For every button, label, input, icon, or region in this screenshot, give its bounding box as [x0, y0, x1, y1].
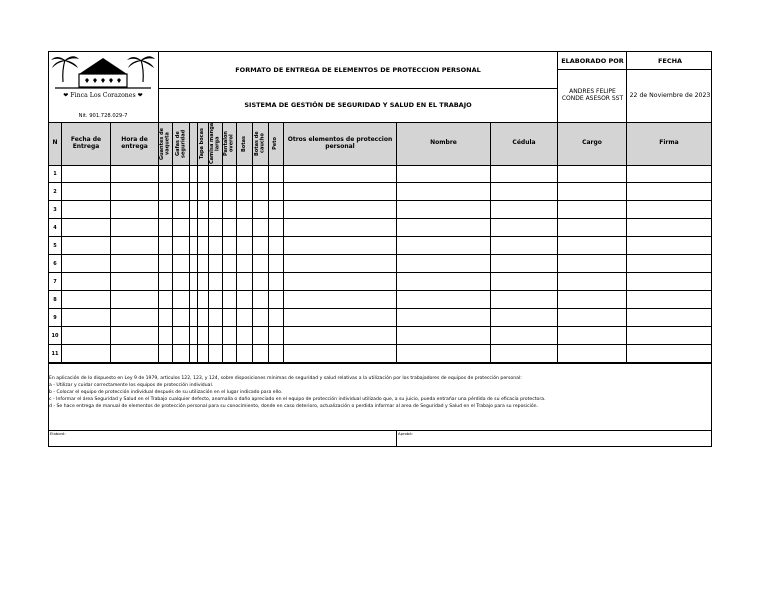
table-cell[interactable] — [491, 255, 558, 273]
table-cell[interactable] — [190, 255, 198, 273]
col-peto-header: Peto — [269, 122, 284, 165]
table-cell[interactable] — [62, 327, 111, 345]
table-cell[interactable] — [491, 345, 558, 363]
table-cell[interactable] — [253, 237, 269, 255]
table-cell[interactable] — [62, 309, 111, 327]
table-cell[interactable] — [223, 327, 237, 345]
table-cell[interactable] — [209, 219, 223, 237]
table-cell[interactable] — [397, 273, 491, 291]
table-cell[interactable] — [491, 183, 558, 201]
table-row — [49, 273, 711, 291]
table-cell[interactable] — [627, 255, 711, 273]
table-cell[interactable] — [223, 291, 237, 309]
table-cell[interactable] — [491, 201, 558, 219]
table-cell[interactable] — [397, 291, 491, 309]
table-cell[interactable] — [253, 273, 269, 291]
table-cell[interactable] — [284, 309, 397, 327]
table-row — [49, 183, 711, 201]
palm-house-logo-icon — [49, 52, 157, 96]
table-cell[interactable] — [111, 255, 159, 273]
table-cell[interactable] — [627, 237, 711, 255]
table-cell[interactable] — [62, 219, 111, 237]
table-cell[interactable] — [627, 183, 711, 201]
table-row — [49, 255, 711, 273]
table-cell[interactable] — [190, 237, 198, 255]
table-cell[interactable] — [173, 327, 190, 345]
col-n-header: N — [49, 122, 62, 165]
table-cell[interactable] — [253, 345, 269, 363]
col-empty-1-header — [190, 122, 198, 165]
table-cell[interactable] — [558, 183, 627, 201]
table-cell[interactable] — [173, 165, 190, 183]
header-rule-elaborado — [557, 69, 711, 70]
table-cell[interactable] — [198, 255, 209, 273]
table-cell[interactable] — [237, 219, 253, 237]
table-cell[interactable] — [223, 237, 237, 255]
table-cell[interactable] — [159, 255, 173, 273]
col-otros-header: Otros elementos de proteccion personal — [284, 122, 397, 165]
table-cell[interactable] — [558, 309, 627, 327]
table-cell[interactable] — [190, 183, 198, 201]
row-number: 7 — [49, 273, 62, 291]
table-cell[interactable] — [62, 237, 111, 255]
col-nombre-header: Nombre — [397, 122, 491, 165]
table-cell[interactable] — [173, 273, 190, 291]
table-cell[interactable] — [558, 165, 627, 183]
table-cell[interactable] — [209, 201, 223, 219]
table-cell[interactable] — [62, 201, 111, 219]
table-cell[interactable] — [237, 345, 253, 363]
table-cell[interactable] — [558, 201, 627, 219]
table-cell[interactable] — [209, 273, 223, 291]
table-cell[interactable] — [237, 309, 253, 327]
table-cell[interactable] — [558, 345, 627, 363]
date-divider — [626, 52, 627, 122]
table-cell[interactable] — [284, 201, 397, 219]
table-cell[interactable] — [111, 327, 159, 345]
logo-divider — [158, 52, 159, 122]
table-cell[interactable] — [269, 183, 284, 201]
table-cell[interactable] — [173, 201, 190, 219]
table-cell[interactable] — [190, 219, 198, 237]
table-cell[interactable] — [159, 345, 173, 363]
table-cell[interactable] — [159, 165, 173, 183]
column-header-row — [49, 122, 711, 165]
table-cell[interactable] — [237, 327, 253, 345]
table-cell[interactable] — [491, 327, 558, 345]
table-cell[interactable] — [237, 291, 253, 309]
table-cell[interactable] — [159, 219, 173, 237]
table-cell[interactable] — [223, 309, 237, 327]
table-cell[interactable] — [159, 291, 173, 309]
row-number: 6 — [49, 255, 62, 273]
col-gafas-header: Gafas de seguridad — [173, 122, 190, 165]
title-divider — [557, 52, 558, 122]
col-botas-caucho-header: Botas de caucho — [253, 122, 269, 165]
table-cell[interactable] — [173, 219, 190, 237]
table-cell[interactable] — [159, 183, 173, 201]
table-cell[interactable] — [397, 309, 491, 327]
table-cell[interactable] — [111, 291, 159, 309]
legal-intro: En aplicación de lo dispuesto en Ley 9 de 1979, artículos 122, 123, y 124, sobre disposiciones mínimas de seguridad y salud relativas a la utilización por los trabajadores de equipos de protección personal: — [49, 376, 522, 381]
fecha-value: 22 de Noviembre de 2023 — [629, 92, 711, 100]
row-number: 3 — [49, 201, 62, 219]
table-cell[interactable] — [190, 291, 198, 309]
table-cell[interactable] — [558, 291, 627, 309]
col-cargo-header: Cargo — [558, 122, 627, 165]
table-cell[interactable] — [190, 165, 198, 183]
row-number: 1 — [49, 165, 62, 183]
table-cell[interactable] — [397, 345, 491, 363]
row-number: 4 — [49, 219, 62, 237]
table-cell[interactable] — [558, 255, 627, 273]
table-cell[interactable] — [627, 327, 711, 345]
table-cell[interactable] — [209, 255, 223, 273]
legal-item-c: c - Informar el área Seguridad y Salud en el Trabajo cualquier defecto, anomalía o daño apreciado en el equipo de protección individual utilizado que, a su juicio, pueda entrañar una pérdida de su eficacia protectora. — [49, 397, 546, 402]
table-cell[interactable] — [397, 255, 491, 273]
table-cell[interactable] — [198, 291, 209, 309]
table-cell[interactable] — [253, 165, 269, 183]
table-cell[interactable] — [558, 273, 627, 291]
aprobo-label: Aprobó: — [398, 431, 413, 436]
row-number: 8 — [49, 291, 62, 309]
table-cell[interactable] — [269, 237, 284, 255]
table-cell[interactable] — [627, 291, 711, 309]
table-cell[interactable] — [173, 183, 190, 201]
table-cell[interactable] — [284, 327, 397, 345]
table-cell[interactable] — [190, 201, 198, 219]
table-cell[interactable] — [159, 237, 173, 255]
table-row — [49, 165, 711, 183]
table-cell[interactable] — [284, 219, 397, 237]
table-cell[interactable] — [269, 201, 284, 219]
table-row — [49, 345, 711, 363]
col-guantes-header: Guantes de vaqueta — [159, 122, 173, 165]
table-cell[interactable] — [198, 219, 209, 237]
table-cell[interactable] — [269, 327, 284, 345]
table-cell[interactable] — [111, 273, 159, 291]
col-hora-entrega-header: Hora de entrega — [111, 122, 159, 165]
table-cell[interactable] — [62, 165, 111, 183]
table-cell[interactable] — [111, 345, 159, 363]
table-cell[interactable] — [253, 255, 269, 273]
table-cell[interactable] — [173, 345, 190, 363]
table-cell[interactable] — [397, 219, 491, 237]
table-cell[interactable] — [237, 165, 253, 183]
table-cell[interactable] — [397, 183, 491, 201]
table-cell[interactable] — [111, 309, 159, 327]
elaborado-por-value: ANDRES FELIPE CONDE ASESOR SST — [561, 88, 624, 102]
table-cell[interactable] — [111, 165, 159, 183]
table-cell[interactable] — [558, 327, 627, 345]
table-cell[interactable] — [223, 219, 237, 237]
table-cell[interactable] — [284, 183, 397, 201]
legal-item-d: d - Se hace entrega de manual de elementos de protección personal para su conocimiento, donde en caso deterioro, actualización o perdida informar al area de Seguridad y Salud en el Trabajo para su reposición. — [49, 404, 539, 409]
table-cell[interactable] — [111, 237, 159, 255]
table-cell[interactable] — [253, 327, 269, 345]
table-cell[interactable] — [491, 273, 558, 291]
col-tapabocas-header: Tapa bocas — [198, 122, 209, 165]
table-cell[interactable] — [269, 291, 284, 309]
table-row — [49, 219, 711, 237]
row-number: 11 — [49, 345, 62, 363]
table-cell[interactable] — [223, 345, 237, 363]
table-cell[interactable] — [159, 273, 173, 291]
header-rule-title — [159, 88, 557, 89]
table-row — [49, 309, 711, 327]
table-cell[interactable] — [223, 201, 237, 219]
table-cell[interactable] — [198, 237, 209, 255]
table-cell[interactable] — [491, 309, 558, 327]
table-cell[interactable] — [269, 219, 284, 237]
table-cell[interactable] — [198, 345, 209, 363]
elaborado-por-label: ELABORADO POR — [561, 57, 624, 65]
table-cell[interactable] — [237, 273, 253, 291]
signature-top-rule — [49, 430, 711, 431]
table-cell[interactable] — [209, 165, 223, 183]
table-cell[interactable] — [190, 309, 198, 327]
table-cell[interactable] — [253, 183, 269, 201]
table-cell[interactable] — [284, 165, 397, 183]
table-cell[interactable] — [198, 201, 209, 219]
table-cell[interactable] — [237, 201, 253, 219]
table-cell[interactable] — [284, 237, 397, 255]
elaboro-label: Elaboró: — [50, 431, 66, 436]
table-cell[interactable] — [491, 165, 558, 183]
header-rule-bottom — [49, 122, 711, 123]
table-cell[interactable] — [209, 345, 223, 363]
table-cell[interactable] — [627, 201, 711, 219]
table-cell[interactable] — [397, 327, 491, 345]
table-cell[interactable] — [269, 345, 284, 363]
col-firma-header: Firma — [627, 122, 711, 165]
table-cell[interactable] — [209, 327, 223, 345]
table-cell[interactable] — [627, 273, 711, 291]
table-cell[interactable] — [62, 345, 111, 363]
aprobo-box[interactable] — [398, 431, 710, 446]
table-row — [49, 237, 711, 255]
table-cell[interactable] — [237, 237, 253, 255]
table-cell[interactable] — [223, 183, 237, 201]
company-name: ❤ Finca Los Corazones ❤ — [63, 92, 143, 99]
row-number: 9 — [49, 309, 62, 327]
table-cell[interactable] — [173, 255, 190, 273]
table-cell[interactable] — [111, 219, 159, 237]
table-cell[interactable] — [558, 219, 627, 237]
heart-icon: ❤ — [63, 92, 69, 99]
table-cell[interactable] — [159, 309, 173, 327]
table-cell[interactable] — [284, 291, 397, 309]
table-cell[interactable] — [223, 255, 237, 273]
company-logo — [49, 52, 157, 108]
table-cell[interactable] — [209, 183, 223, 201]
table-cell[interactable] — [62, 255, 111, 273]
table-bottom-rule — [49, 363, 711, 364]
row-number: 5 — [49, 237, 62, 255]
table-cell[interactable] — [209, 291, 223, 309]
table-cell[interactable] — [62, 273, 111, 291]
col-pantalon-header: Pantalon overol — [223, 122, 237, 165]
table-cell[interactable] — [253, 291, 269, 309]
table-row — [49, 291, 711, 309]
table-cell[interactable] — [284, 273, 397, 291]
col-camisa-header: Camisa manga larga — [209, 122, 223, 165]
table-cell[interactable] — [223, 165, 237, 183]
fecha-label: FECHA — [657, 57, 683, 65]
table-cell[interactable] — [173, 291, 190, 309]
table-cell[interactable] — [62, 183, 111, 201]
elaboro-box[interactable] — [50, 431, 396, 446]
table-cell[interactable] — [397, 201, 491, 219]
form-title: FORMATO DE ENTREGA DE ELEMENTOS DE PROTECCION PERSONAL — [235, 66, 481, 74]
table-cell[interactable] — [269, 273, 284, 291]
table-cell[interactable] — [237, 183, 253, 201]
table-cell[interactable] — [190, 327, 198, 345]
table-cell[interactable] — [284, 345, 397, 363]
legal-item-a: a - Utilizar y cuidar correctamente los equipos de protección individual. — [49, 383, 214, 388]
table-cell[interactable] — [111, 183, 159, 201]
row-number: 2 — [49, 183, 62, 201]
table-cell[interactable] — [397, 165, 491, 183]
table-cell[interactable] — [397, 237, 491, 255]
table-cell[interactable] — [198, 165, 209, 183]
col-fecha-entrega-header: Fecha de Entrega — [62, 122, 111, 165]
table-cell[interactable] — [237, 255, 253, 273]
table-cell[interactable] — [111, 201, 159, 219]
table-cell[interactable] — [159, 201, 173, 219]
table-cell[interactable] — [627, 219, 711, 237]
column-header-rule — [49, 165, 711, 166]
heart-icon: ❤ — [137, 92, 143, 99]
table-cell[interactable] — [627, 345, 711, 363]
table-cell[interactable] — [209, 309, 223, 327]
table-cell[interactable] — [173, 237, 190, 255]
table-cell[interactable] — [269, 309, 284, 327]
table-cell[interactable] — [253, 309, 269, 327]
table-cell[interactable] — [491, 291, 558, 309]
table-cell[interactable] — [198, 273, 209, 291]
table-cell[interactable] — [198, 327, 209, 345]
table-cell[interactable] — [558, 237, 627, 255]
table-cell[interactable] — [223, 273, 237, 291]
table-cell[interactable] — [269, 165, 284, 183]
table-cell[interactable] — [253, 219, 269, 237]
table-cell[interactable] — [627, 309, 711, 327]
table-cell[interactable] — [198, 309, 209, 327]
table-cell[interactable] — [159, 327, 173, 345]
signature-divider — [396, 430, 397, 447]
table-cell[interactable] — [491, 237, 558, 255]
row-number: 10 — [49, 327, 62, 345]
table-row — [49, 327, 711, 345]
table-cell[interactable] — [190, 345, 198, 363]
table-row — [49, 201, 711, 219]
table-cell[interactable] — [284, 255, 397, 273]
form-subtitle: SISTEMA DE GESTIÓN DE SEGURIDAD Y SALUD EN EL TRABAJO — [244, 101, 472, 109]
table-cell[interactable] — [190, 273, 198, 291]
col-botas-header: Botas — [237, 122, 253, 165]
company-nit: Nit. 901.728.029-7 — [78, 113, 128, 120]
ppe-delivery-form — [48, 51, 712, 447]
legal-item-b: b - Colocar el equipo de protección individual después de su utilización en el lugar indicado para ello. — [49, 390, 283, 395]
table-cell[interactable] — [627, 165, 711, 183]
table-cell[interactable] — [269, 255, 284, 273]
legal-notice — [49, 375, 711, 429]
table-cell[interactable] — [491, 219, 558, 237]
table-cell[interactable] — [209, 237, 223, 255]
table-cell[interactable] — [173, 309, 190, 327]
table-cell[interactable] — [62, 291, 111, 309]
col-cedula-header: Cédula — [491, 122, 558, 165]
table-cell[interactable] — [253, 201, 269, 219]
table-cell[interactable] — [198, 183, 209, 201]
